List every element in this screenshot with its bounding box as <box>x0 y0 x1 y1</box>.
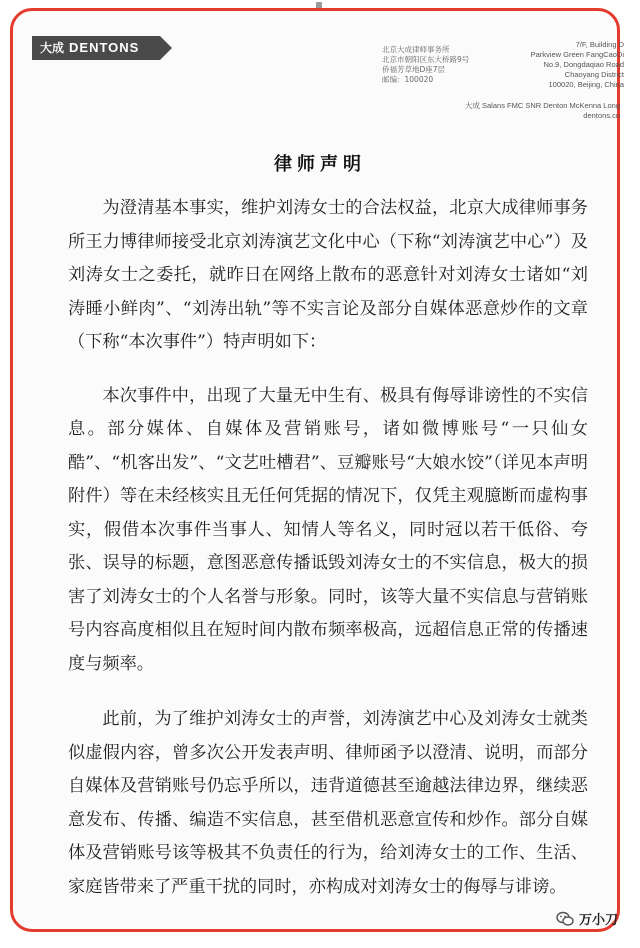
address-en-line: 7/F, Building D <box>575 40 624 49</box>
logo-text <box>40 39 139 56</box>
paragraph: 此前，为了维护刘涛女士的声誉，刘涛演艺中心及刘涛女士就类似虚假内容，曾多次公开发表声明、律师函予以澄清、说明，而部分自媒体及营销账号仍忘乎所以，违背道德甚至逾越法律边界，继续恶意发布、传播、编造不实信息，甚至借机恶意宣传和炒作。部分自媒体及营销账号该等极其不负责任的行为，给刘涛女士的工作、生活、家庭皆带来了严重干扰的同时，亦构成对刘涛女士的侮辱与诽谤。 <box>68 709 588 897</box>
address-cn-line: 侨福芳草地D座7层 <box>382 65 446 74</box>
address-en-line: Chaoyang District <box>564 70 624 79</box>
account-watermark <box>556 909 618 928</box>
watermark-label: 万小刀 <box>578 913 618 928</box>
document-title: 律师声明 <box>274 154 366 175</box>
address-chinese <box>382 45 500 85</box>
firm-tagline <box>465 101 620 121</box>
address-cn-line: 北京大成律师事务所 <box>382 45 450 54</box>
address-cn-line: 北京市朝阳区东大桥路9号 <box>382 55 470 64</box>
tagline-line: dentons.cn <box>583 111 620 120</box>
address-en-line: 100020, Beijing, China <box>548 80 624 89</box>
logo-en: DENTONS <box>69 40 140 55</box>
paragraph: 本次事件中，出现了大量无中生有、极具有侮辱诽谤性的不实信息。部分媒体、自媒体及营销账号，诸如微博账号“一只仙女酷”、“机客出发”、“文艺吐槽君”、豆瓣账号“大娘水饺”（详见本声明附件）等在未经核实且无任何凭据的情况下，仅凭主观臆断而虚构事实，假借本次事件当事人、知情人等名义，同时冠以若干低俗、夸张、误导的标题，意图恶意传播诋毁刘涛女士的不实信息，极大的损害了刘涛女士的个人名誉与形象。同时，该等大量不实信息与营销账号内容高度相似且在短时间内散布频率极高，远超信息正常的传播速度与频率。 <box>68 385 588 674</box>
address-en-line: Parkview Green FangCaoDi <box>530 50 624 59</box>
paragraph: 为澄清基本事实，维护刘涛女士的合法权益，北京大成律师事务所王力博律师接受北京刘涛演艺文化中心（下称“刘涛演艺中心”）及刘涛女士之委托，就昨日在网络上散布的恶意针对刘涛女士诸如“刘涛睡小鲜肉”、“刘涛出轨”等不实言论及部分自媒体恶意炒作的文章（下称“本次事件”）特声明如下： <box>68 198 588 352</box>
address-english <box>500 40 624 90</box>
logo-cn: 大成 <box>40 41 65 55</box>
tagline-line: 大成 Salans FMC SNR Denton McKenna Long <box>464 101 620 110</box>
wechat-logo-icon <box>556 911 574 927</box>
document-body <box>68 192 588 922</box>
address-en-line: No.9, Dongdaqiao Road <box>543 60 624 69</box>
dentons-logo <box>32 36 172 60</box>
address-cn-line: 邮编：100020 <box>382 75 434 84</box>
